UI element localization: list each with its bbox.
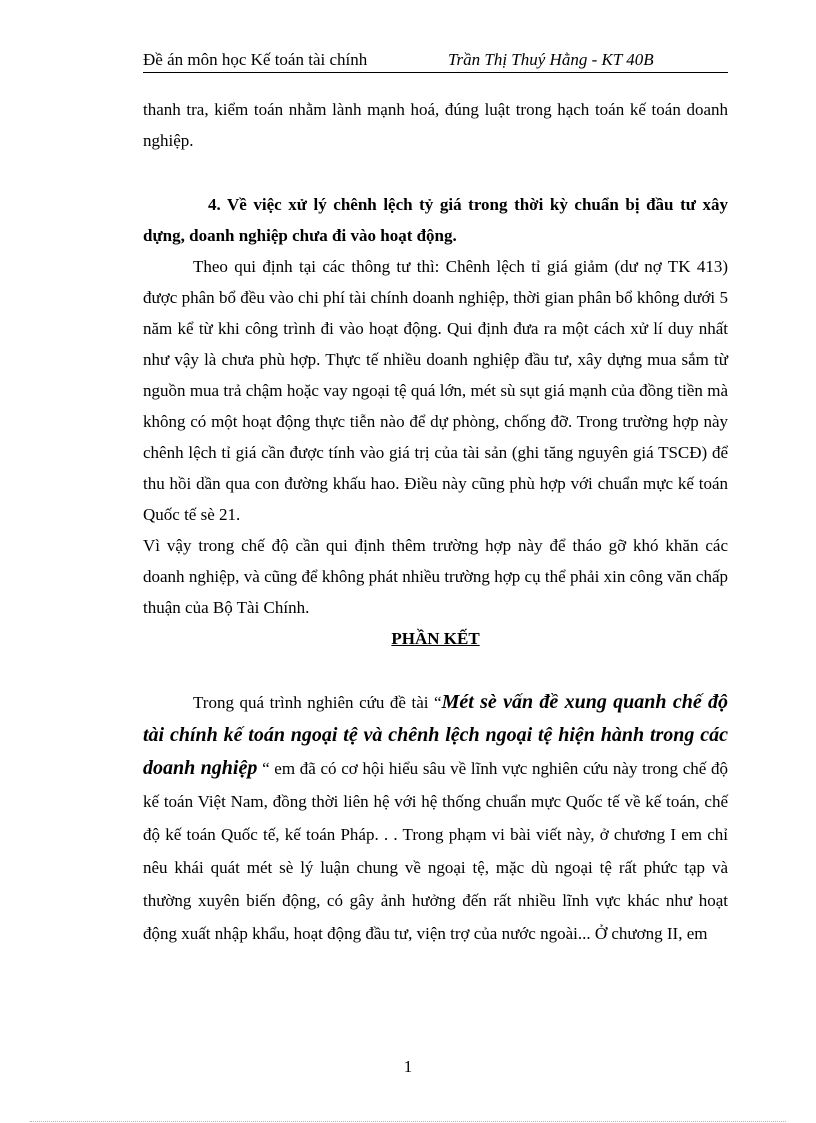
body-content [143, 94, 728, 950]
page-number: 1 [403, 1057, 413, 1076]
conclusion-topic: Mét sè vấn đề xung quanh chế độ tài chính kế toán ngoại tệ và chênh lệch ngoại tệ hiện hành trong các doanh nghiệp [143, 691, 728, 779]
spacer [143, 156, 728, 189]
paragraph-exchange-rate: Theo qui định tại các thông tư thì: Chênh lệch tỉ giá giảm (dư nợ TK 413) được phân bổ đều vào chi phí tài chính doanh nghiệp, thời gian phân bổ không dưới 5 năm kể từ khi công trình đi vào hoạt động. Qui định đưa ra một cách xử lí duy nhất như vậy là chưa phù hợp. Thực tế nhiều doanh nghiệp đầu tư, xây dựng mua sắm từ nguồn mua trả chậm hoặc vay ngoại tệ quá lớn, mét sù sụt giá mạnh của đồng tiền mà không có một hoạt động thực tiễn nào để dự phòng, chống đỡ. Trong trường hợp này chênh lệch tỉ giá cần được tính vào giá trị của tài sản (ghi tăng nguyên giá TSCĐ) để thu hồi dần qua con đường khấu hao. Điều này cũng phù hợp với chuẩn mực kế toán Quốc tế sè 21. [143, 257, 728, 524]
paragraph-recommendation: Vì vậy trong chế độ cần qui định thêm trường hợp này để tháo gỡ khó khăn các doanh nghiệp, và cũng để không phát nhiều trường hợp cụ thể phải xin công văn chấp thuận của Bộ Tài Chính. [143, 536, 728, 617]
conclusion-paragraph [143, 686, 728, 950]
conclusion-body: “ em đã có cơ hội hiểu sâu về lĩnh vực nghiên cứu này trong chế độ kế toán Việt Nam, đồng thời liên hệ với hệ thống chuẩn mực Quốc tế về kế toán, chế độ kế toán Quốc tế, kế toán Pháp. . . Trong phạm vi bài viết này, ở chương I em chỉ nêu khái quát mét sè lý luận chung về ngoại tệ, mặc dù ngoại tệ rất phức tạp và thường xuyên biến động, có gây ảnh hưởng đến rất nhiều lĩnh vực khác như hoạt động xuất nhập khẩu, hoạt động đầu tư, viện trợ của nước ngoài... Ở chương II, em [143, 759, 728, 943]
header-course-title: Đề án môn học Kế toán tài chính [143, 50, 368, 69]
spacer [143, 654, 728, 686]
page-bottom-divider [30, 1121, 786, 1122]
conclusion-intro: Trong quá trình nghiên cứu đề tài “ [193, 693, 442, 712]
conclusion-title: PHẦN KẾT [391, 629, 480, 648]
header-author: Trần Thị Thuý Hằng - KT 40B [448, 50, 654, 69]
section-heading-4: 4. Về việc xử lý chênh lệch tỷ giá trong thời kỳ chuẩn bị đầu tư xây dựng, doanh nghiệp chưa đi vào hoạt động. [143, 195, 728, 245]
paragraph-continuation: thanh tra, kiểm toán nhằm lành mạnh hoá, đúng luật trong hạch toán kế toán doanh nghiệp. [143, 100, 728, 150]
page-header [143, 48, 728, 73]
